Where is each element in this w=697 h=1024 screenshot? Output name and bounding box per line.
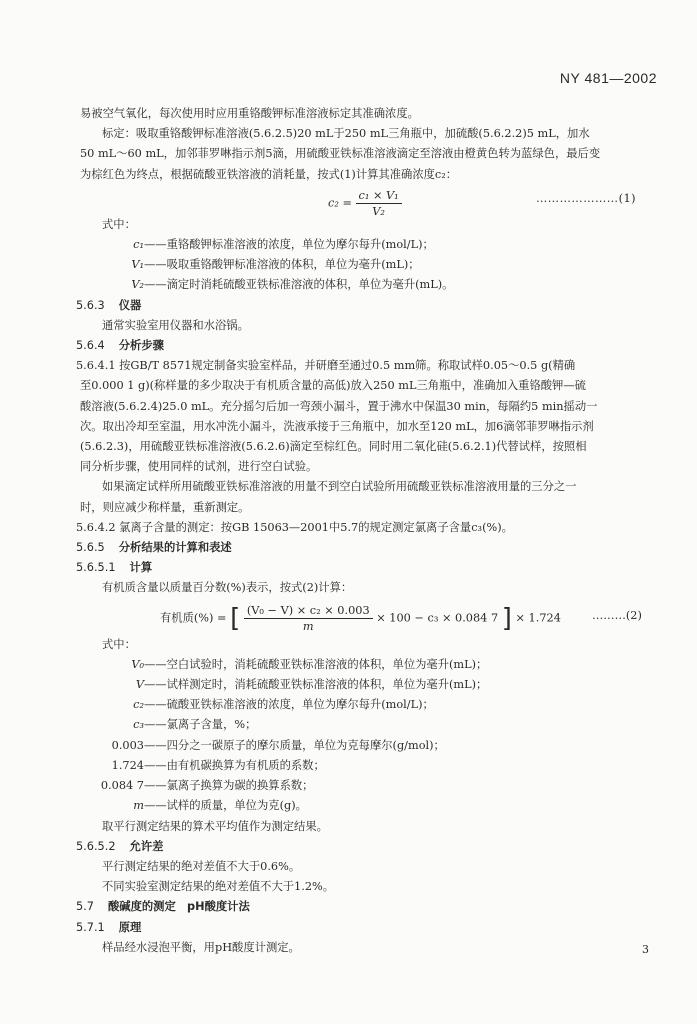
text-line: 平行测定结果的绝对差值不大于0.6%。 — [102, 859, 301, 873]
left-bracket: [ — [230, 603, 241, 634]
definition-symbol: V₂ — [131, 278, 144, 292]
definition-symbol: c₃ — [133, 718, 144, 732]
section-title: 原理 — [118, 920, 142, 934]
text-line: 取平行测定结果的算术平均值作为测定结果。 — [102, 819, 328, 833]
definition-row — [80, 675, 660, 695]
definition-row — [80, 776, 660, 796]
definition-text: ——硫酸亚铁标准溶液的浓度，单位为摩尔每升(mol/L)； — [144, 698, 434, 712]
standard-code: NY 481—2002 — [559, 70, 657, 86]
text-line: 如果滴定试样所用硫酸亚铁标准溶液的用量不到空白试验所用硫酸亚铁标准溶液用量的三分之一 — [102, 480, 577, 494]
section-title: 允许差 — [129, 839, 164, 853]
definition-symbol: m — [133, 799, 144, 813]
where-label: 式中： — [102, 637, 136, 651]
definition-row — [80, 736, 660, 756]
section-heading-5-6-5-2 — [76, 837, 660, 857]
section-title: 酸碱度的测定 pH酸度计法 — [107, 900, 250, 914]
definition-symbol: 0.084 7 — [100, 779, 144, 793]
text-line: (5.6.2.3)，用硫酸亚铁标准溶液(5.6.2.6)滴定至棕红色。同时用二氧化硅(5.6.2.1)代替试样，按照相 — [80, 440, 587, 454]
formula-2-tail: × 1.724 — [515, 611, 561, 625]
definition-symbol: V₀ — [131, 657, 144, 671]
text-line: 次。取出冷却至室温，用水冲洗小漏斗，洗液承接于三角瓶中，加水至120 mL，加6滴邻菲罗啉指示剂 — [80, 419, 594, 433]
definition-symbol: V₁ — [131, 258, 144, 272]
section-title: 分析步骤 — [118, 339, 164, 353]
text-line: 5.6.4.2 氯离子含量的测定：按GB 15063—2001中5.7的规定测定氯离子含量c₃(%)。 — [76, 520, 513, 534]
text-line: 样品经水浸泡平衡，用pH酸度计测定。 — [102, 940, 300, 954]
text-line: 有机质含量以质量百分数(%)表示，按式(2)计算： — [102, 581, 353, 595]
definitions-2 — [80, 655, 660, 817]
section-number: 5.6.4 — [76, 339, 105, 353]
formula-2-fraction — [244, 603, 373, 634]
section-title: 计算 — [129, 561, 153, 575]
definition-symbol: V — [135, 678, 144, 692]
definition-symbol: 1.724 — [111, 758, 144, 772]
text-line: 酸溶液(5.6.2.4)25.0 mL。充分摇匀后加一弯颈小漏斗，置于沸水中保温30 min，每隔约5 min摇动一 — [80, 399, 598, 413]
definition-symbol: 0.003 — [111, 738, 144, 752]
definition-text: ——试样的质量，单位为克(g)。 — [144, 799, 307, 813]
formula-2 — [80, 599, 660, 635]
definition-text: ——四分之一碳原子的摩尔质量，单位为克每摩尔(g/mol)； — [144, 738, 445, 752]
formula-2-number: ………(2) — [592, 608, 642, 622]
text-line: 易被空气氧化，每次使用时应用重铬酸钾标准溶液标定其准确浓度。 — [80, 107, 419, 120]
formula-1 — [80, 185, 660, 218]
text-line: 至0.000 1 g)(称样量的多少取决于有机质含量的高低)放入250 mL三角瓶中，准确加入重铬酸钾—硫 — [80, 379, 586, 393]
document-body — [76, 104, 660, 958]
section-heading-5-6-5-1 — [76, 558, 660, 578]
definition-row — [80, 655, 660, 675]
formula-1-fraction — [356, 188, 402, 219]
definition-row — [80, 756, 660, 776]
definition-row — [80, 796, 660, 816]
text-line: 不同实验室测定结果的绝对差值不大于1.2%。 — [102, 880, 335, 894]
text-line: 通常实验室用仪器和水浴锅。 — [102, 318, 249, 332]
text-line: 为棕红色为终点，根据硫酸亚铁溶液的消耗量，按式(1)计算其准确浓度c₂： — [80, 167, 458, 181]
text-line: 标定：吸取重铬酸钾标准溶液(5.6.2.5)20 mL于250 mL三角瓶中，加硫酸(5.6.2.2)5 mL，加水 — [102, 127, 590, 141]
formula-1-numerator: c₁ × V₁ — [356, 188, 402, 204]
definition-text: ——吸取重铬酸钾标准溶液的体积，单位为毫升(mL)； — [144, 258, 420, 272]
text-line: 时，则应减少称样量，重新测定。 — [80, 500, 250, 514]
text-line: 同分析步骤，使用同样的试剂，进行空白试验。 — [80, 460, 318, 474]
where-label: 式中： — [102, 217, 136, 231]
formula-2-numerator: (V₀ − V) × c₂ × 0.003 — [244, 603, 373, 619]
section-number: 5.6.3 — [76, 298, 105, 312]
section-heading-5-6-3 — [76, 296, 660, 316]
section-heading-5-7 — [76, 897, 660, 917]
definition-text: ——空白试验时，消耗硫酸亚铁标准溶液的体积，单位为毫升(mL)； — [144, 657, 488, 671]
formula-2-denominator: m — [302, 619, 314, 633]
section-heading-5-6-4 — [76, 336, 660, 356]
text-line: 50 mL～60 mL，加邻菲罗啉指示剂5滴，用硫酸亚铁标准溶液滴定至溶液由橙黄色转为蓝绿色，最后变 — [80, 147, 601, 161]
definition-text: ——氯离子换算为碳的换算系数； — [144, 779, 314, 793]
section-number: 5.6.5.1 — [76, 561, 116, 575]
section-heading-5-6-5 — [76, 538, 660, 558]
text-line: 5.6.4.1 按GB/T 8571规定制备实验室样品，并研磨至通过0.5 mm筛。称取试样0.05～0.5 g(精确 — [76, 359, 576, 373]
section-number: 5.7 — [76, 900, 94, 914]
definition-text: ——氯离子含量，%； — [144, 718, 257, 732]
definitions-1 — [80, 235, 660, 296]
section-number: 5.6.5 — [76, 541, 105, 555]
definition-row — [80, 235, 660, 255]
section-number: 5.7.1 — [76, 920, 105, 934]
definition-row — [80, 255, 660, 275]
definition-text: ——试样测定时，消耗硫酸亚铁标准溶液的体积，单位为毫升(mL)； — [144, 678, 488, 692]
definition-symbol: c₁ — [133, 238, 144, 252]
section-number: 5.6.5.2 — [76, 839, 116, 853]
formula-2-rest: × 100 − c₃ × 0.084 7 — [376, 611, 499, 625]
definition-row — [80, 715, 660, 735]
section-title: 仪器 — [118, 298, 142, 312]
definition-text: ——重铬酸钾标准溶液的浓度，单位为摩尔每升(mol/L)； — [144, 238, 434, 252]
formula-2-lhs: 有机质(%) = — [160, 611, 227, 625]
definition-row — [80, 695, 660, 715]
section-title: 分析结果的计算和表述 — [118, 541, 232, 555]
definition-text: ——滴定时消耗硫酸亚铁标准溶液的体积，单位为毫升(mL)。 — [144, 278, 454, 292]
formula-1-lhs: c₂ = — [328, 196, 352, 210]
page-number: 3 — [642, 943, 649, 956]
formula-1-denominator: V₂ — [372, 204, 385, 218]
formula-1-number: …………………(1) — [536, 191, 637, 205]
section-heading-5-7-1 — [76, 918, 660, 938]
definition-symbol: c₂ — [133, 698, 144, 712]
right-bracket: ] — [501, 603, 512, 634]
definition-row — [80, 275, 660, 295]
definition-text: ——由有机碳换算为有机质的系数； — [144, 758, 325, 772]
